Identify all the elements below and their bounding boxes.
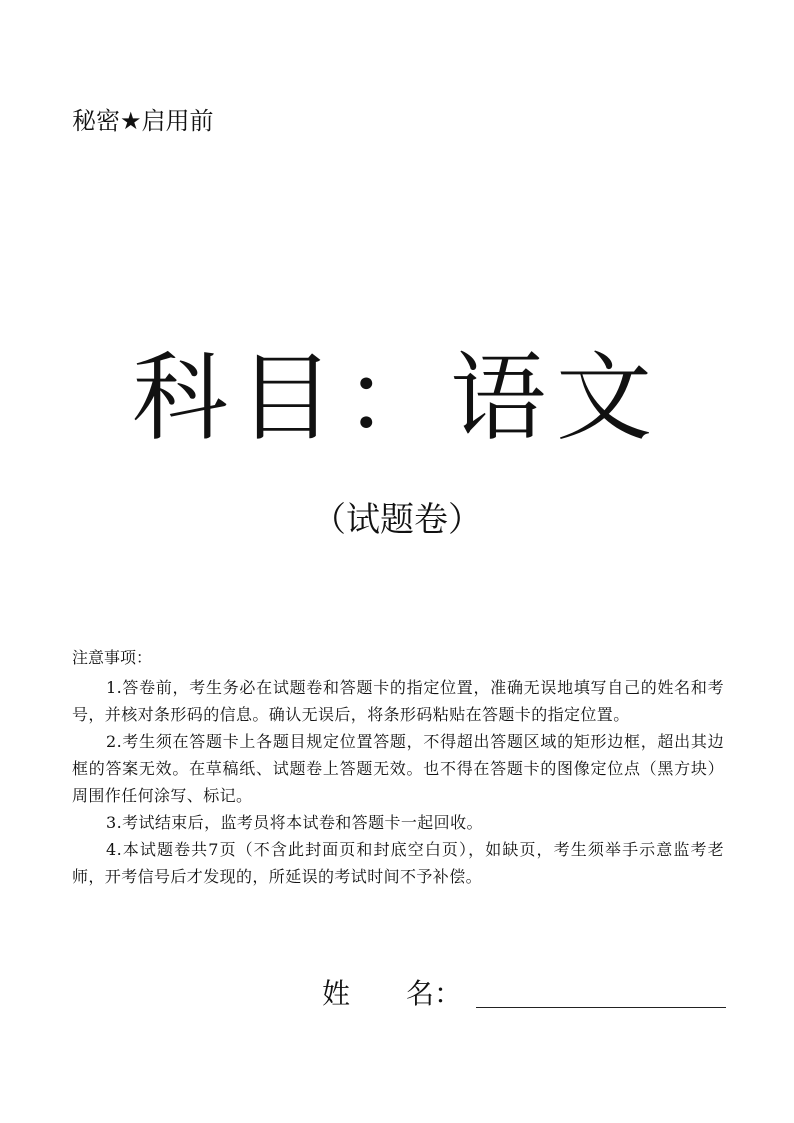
instruction-item-3: 3.考试结束后，监考员将本试卷和答题卡一起回收。 [106, 813, 483, 832]
name-blank-line[interactable] [476, 1007, 726, 1008]
instruction-item-4: 4.本试题卷共7页（不含此封面页和封底空白页），如缺页，考生须举手示意监考老师，开考信号后才发现的，所延误的考试时间不予补偿。 [72, 840, 724, 886]
confidential-label: 秘密★启用前 [72, 107, 214, 135]
paper-type-label: （试题卷） [312, 500, 482, 540]
instruction-item-2: 2.考生须在答题卡上各题目规定位置答题，不得超出答题区域的矩形边框，超出其边框的答案无效。在草稿纸、试题卷上答题无效。也不得在答题卡的图像定位点（黑方块）周围作任何涂写、标记。 [72, 732, 724, 805]
name-label: 姓 名： [322, 977, 463, 1010]
student-name-field [322, 972, 726, 1012]
exam-instructions [72, 647, 724, 890]
instruction-item-1: 1.答卷前，考生务必在试题卷和答题卡的指定位置，准确无误地填写自己的姓名和考号，并核对条形码的信息。确认无误后，将条形码粘贴在答题卡的指定位置。 [72, 678, 724, 724]
subject-title: 科目：语文 [132, 342, 662, 454]
instructions-heading: 注意事项： [72, 648, 153, 667]
